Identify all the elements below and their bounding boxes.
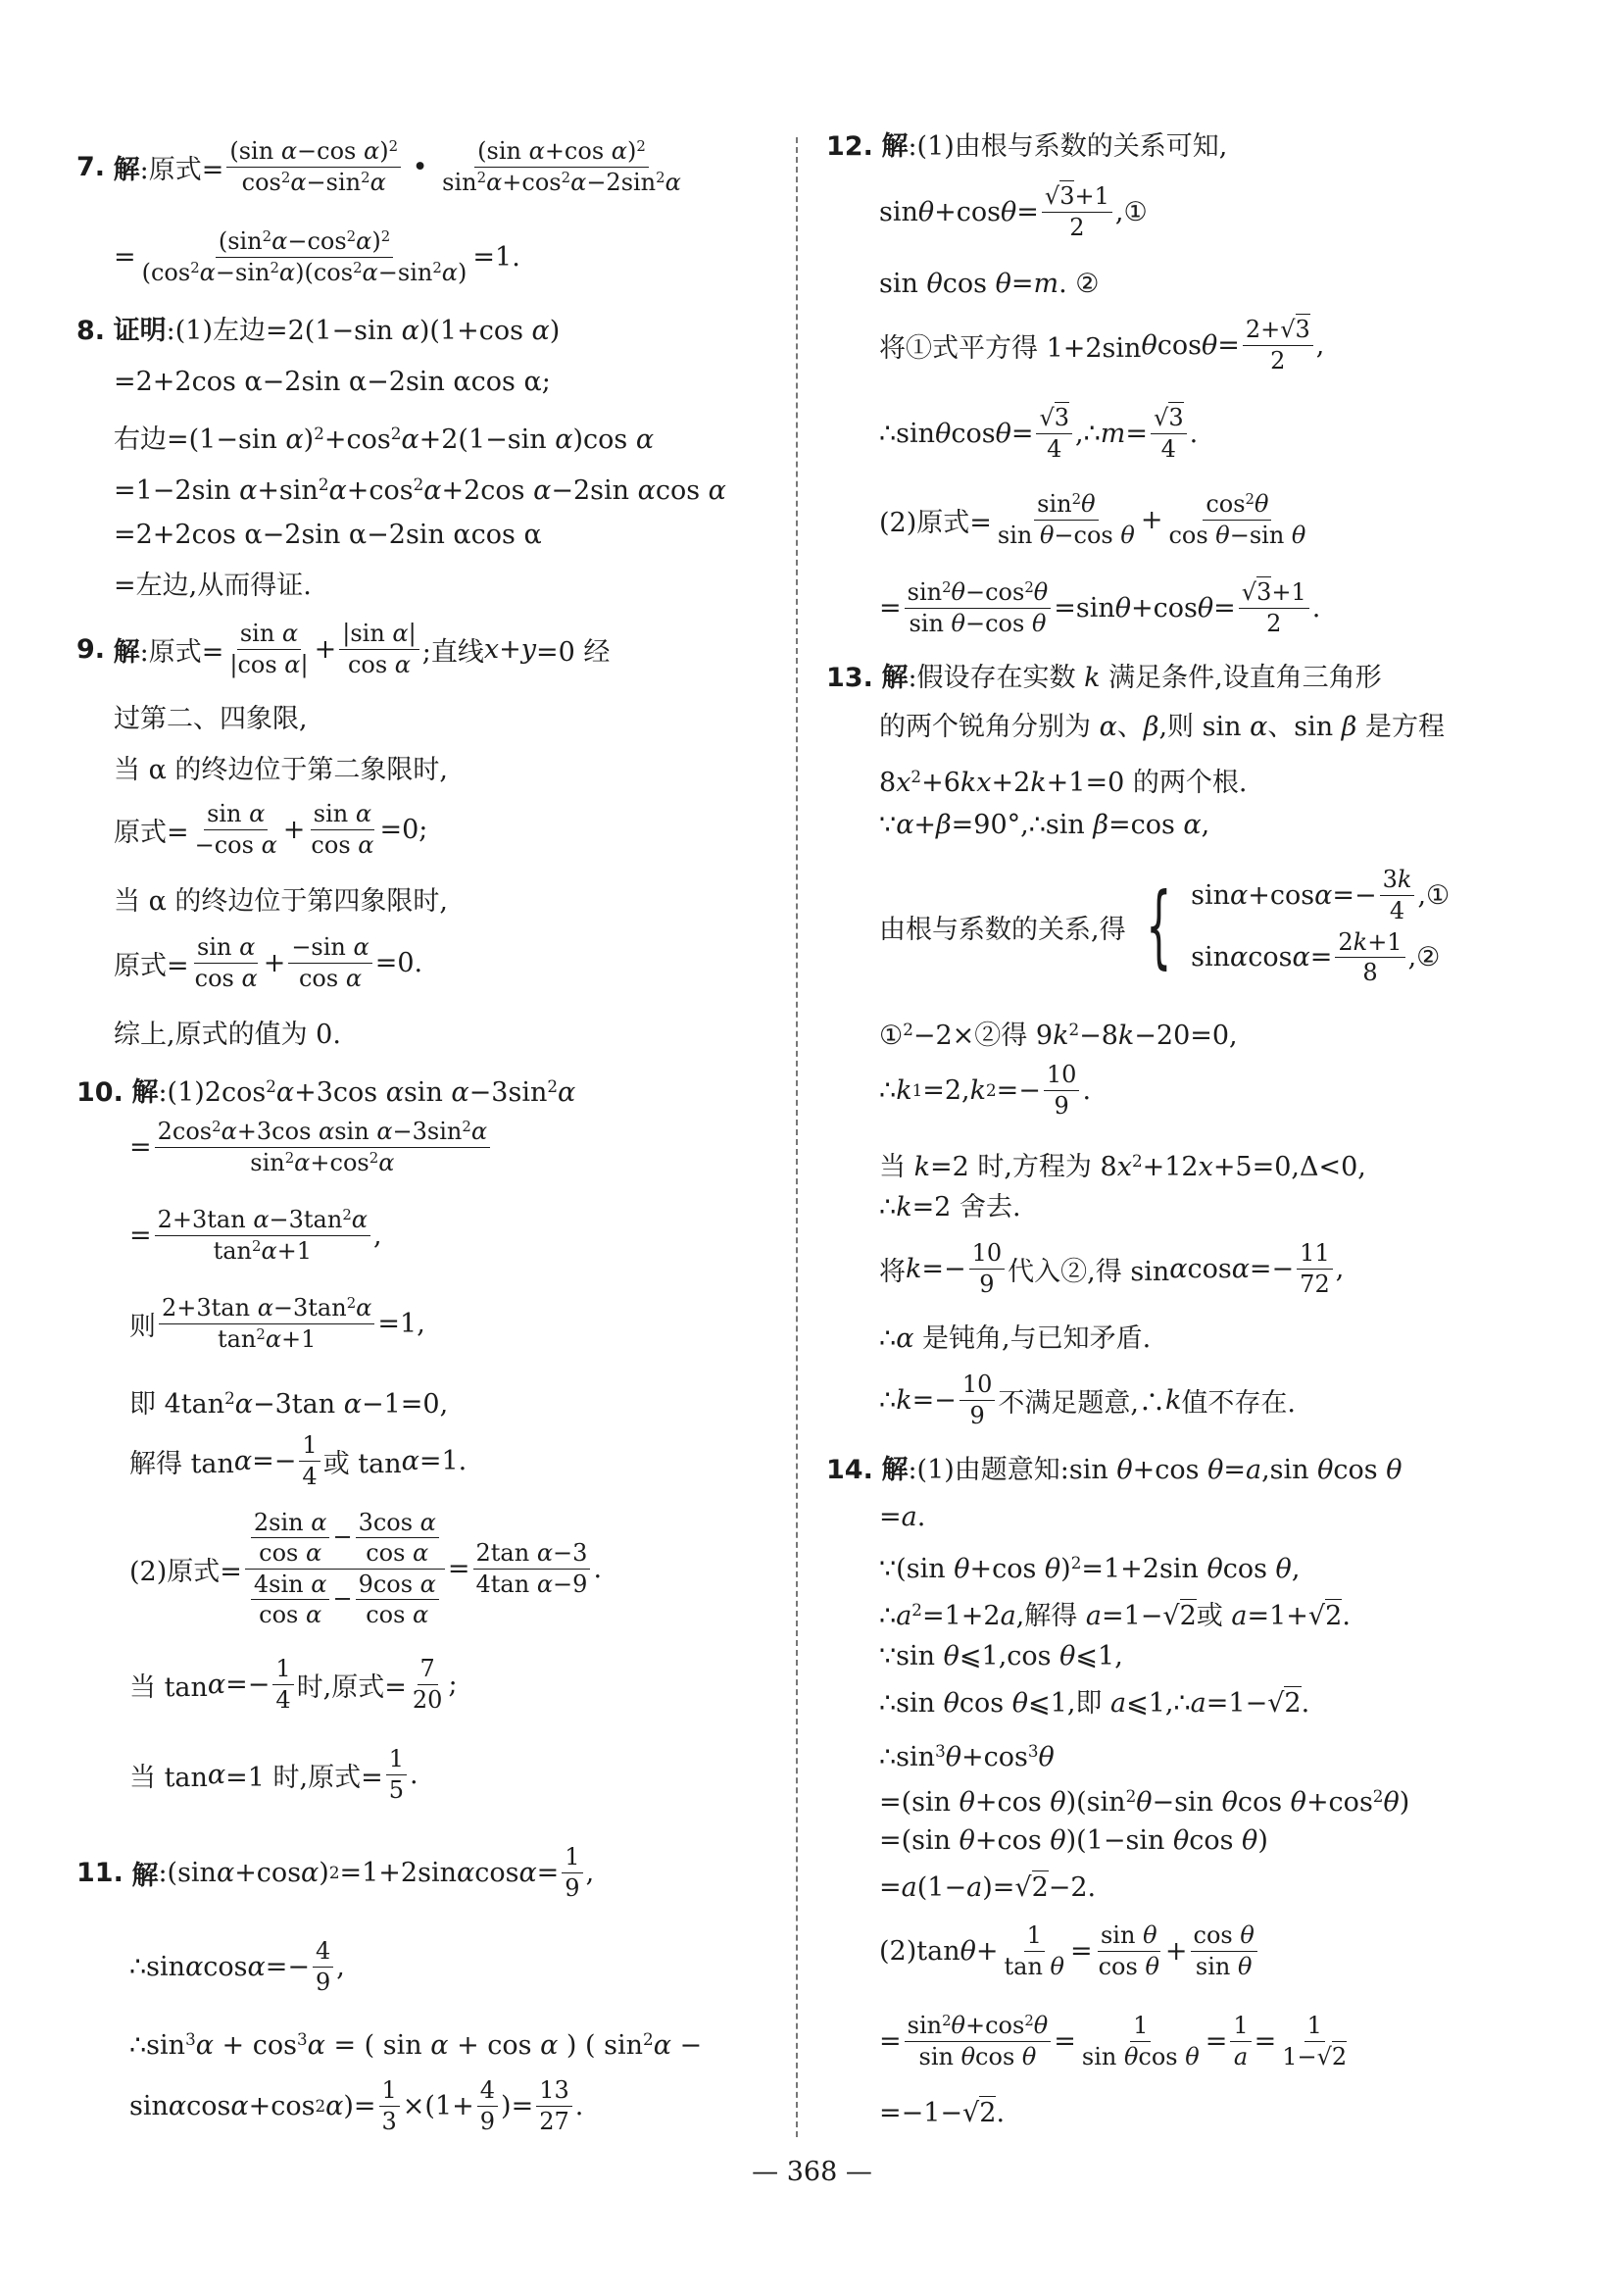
q14-line-1: 14. 解:(1)由题意知:sin θ+cos θ=a,sin θcos θ (826, 1455, 1403, 1485)
q13-line-6: ①$^2$−2×②得 $9k^2-8k-20=0$, (879, 1020, 1238, 1052)
q13-line-1: 13. 解:假设存在实数 k 满足条件,设直角三角形 (826, 663, 1382, 693)
q14-line-2: =a. (879, 1502, 926, 1532)
q10-line-6: 解得 tan α =− $\frac{1}{4}$ 或 tan α =1. (129, 1431, 468, 1490)
q10-line-7: (2)原式= $\frac{\text{2sin α}}{\text{cos α}}$ − $\frac{\text{3cos α}}{\text{cos α}}$ $\frac{\text{4sin α}}{\text{cos α}}$ − $\frac{\text{9cos α}}{\text{cos α}}$ = $\frac{\text{2tan α−3}}{\text{4tan α−9}}$ . (129, 1508, 603, 1628)
q13-line-7: ∴ k 1 =2, k 2 =− $\frac{10}{9}$ . (879, 1061, 1092, 1120)
q10-line-1: 10. 解$:(1)2\cos^2\alpha+3\cos$ αsin $\alpha-3\sin^2\alpha$ (76, 1076, 576, 1109)
q12-line-7: = $\frac{\sin^2\theta-\cos^2\theta}{\text{sin θ−cos θ}}$ =sin θ +cos θ = $\frac{√3+1}{2}$ . (879, 578, 1321, 637)
q10-line-2: = $\frac{2\cos^2\alpha+3\cos \alpha\sin \alpha-3\sin^2\alpha}{\sin^2\alpha+\cos^2\alpha}$ (129, 1106, 493, 1188)
q14-line-12: = $\frac{\sin^2\theta+\cos^2\theta}{\text{sin θcos θ}}$ = $\frac{1}{\text{sin θcos θ}}$ = $\frac{1}{a}$ = $\frac{1}{1-√2}$ (879, 2012, 1348, 2070)
q13-line-10: 将 k =− $\frac{10}{9}$ 代入②,得 sin α cos α =− $\frac{11}{72}$ , (879, 1239, 1345, 1298)
q14-line-11: (2)tan θ + $\frac{1}{\text{tan θ}}$ = $\frac{\text{sin θ}}{\text{cos θ}}$ + $\frac{\text{cos θ}}{\text{sin θ}}$ (879, 1910, 1260, 1992)
q9-line-4: 原式= $\frac{\text{sin α}}{\text{−cos α}}$ + $\frac{\text{sin α}}{\text{cos α}}$ =0; (114, 800, 428, 859)
q13-line-4: ∵α+β=90°,∴sin β=cos α, (879, 810, 1210, 840)
q10-line-4: 则 $\frac{2+3\tan \alpha-3\tan^2\alpha}{\tan^2\alpha+1}$ =1, (129, 1293, 425, 1353)
q12-line-6: (2)原式= $\frac{\sin^2\theta}{\text{sin θ−cos θ}}$ + $\frac{\cos^2\theta}{\text{cos θ−sin θ}}$ (879, 490, 1306, 549)
q9-line-1: 9. 解 :原式= $\frac{\text{sin α}}{\text{|cos α|}}$ + $\frac{\text{|sin α|}}{\text{cos α}}$ ;直线 x + y =0 经 (76, 620, 611, 678)
q11-line-1: 11. 解 :(sin α +cos α ) 2 =1+2sin α cos α = $\frac{1}{9}$ , (76, 1843, 595, 1902)
q13-line-3: $8x^2+6kx+2k+1=0$ 的两个根. (879, 767, 1248, 799)
q8-line-4: =1−2sin $\alpha+\sin^2\alpha+\cos^2\alpha+2\cos$ α−2sin αcos α (114, 474, 726, 507)
q13-line-12: ∴ k =− $\frac{10}{9}$ 不满足题意,∴ k 值不存在. (879, 1371, 1296, 1429)
q12-line-4: 将①式平方得 1+2sin θ cos θ = $\frac{2+√3}{2}$ , (879, 316, 1325, 374)
q9-line-6: 原式= $\frac{\text{sin α}}{\text{cos α}}$ + $\frac{\text{−sin α}}{\text{cos α}}$ =0. (114, 933, 423, 992)
q14-line-7: $\therefore\sin^3\theta+\cos^3\theta$ (879, 1741, 1055, 1773)
q13-line-2: 的两个锐角分别为 α、β,则 sin α、sin β 是方程 (879, 712, 1445, 742)
q14-line-10: =a(1−a)=√2−2. (879, 1872, 1097, 1903)
q13-line-11: ∴α 是钝角,与已知矛盾. (879, 1323, 1152, 1354)
q13-line-8: 当 k=2 时,方程为 $8x^2+12x+5=0,\Delta<0$, (879, 1151, 1366, 1183)
q10-line-8: 当 tan α =− $\frac{1}{4}$ 时,原式= $\frac{7}{20}$ ; (129, 1655, 458, 1714)
q12-line-2: sin θ +cos θ = $\frac{√3+1}{2}$ ,① (879, 182, 1148, 241)
q10-line-5: 即 $4\tan^2\alpha-3\tan$ α−1=0, (129, 1388, 449, 1421)
q8-line-1: 8. 证明:(1)左边=2(1−sin α)(1+cos α) (76, 316, 561, 346)
q7-line-1: 7. 解 :原式= $\frac{(\sin \alpha-\cos \alpha)^2}{\cos^2\alpha-\sin^2\alpha}$ • $\frac{(\sin \alpha+\cos \alpha)^2}{\sin^2\alpha+\cos^2\alpha-2\sin^2\alpha}$ (76, 136, 681, 196)
q8-line-5: =2+2cos α−2sin α−2sin αcos α (114, 520, 542, 550)
q12-line-3: sin θcos θ=m. ② (879, 269, 1100, 299)
q14-line-13: =−1−√2. (879, 2098, 1006, 2128)
q8-line-3: 右边=(1−sin $\alpha)^2+\cos^2\alpha+2(1-\sin$ α)cos α (114, 424, 655, 456)
q14-line-3: ∵(sin θ+cos θ)$^2$=1+2sin θcos θ, (879, 1553, 1301, 1585)
q10-line-3: = $\frac{2+3\tan \alpha-3\tan^2\alpha}{\tan^2\alpha+1}$ , (129, 1205, 382, 1265)
q14-line-9: =(sin θ+cos θ)(1−sin θcos θ) (879, 1825, 1268, 1856)
q9-line-5: 当 α 的终边位于第四象限时, (114, 886, 448, 917)
q8-line-2: =2+2cos α−2sin α−2sin αcos α; (114, 367, 551, 397)
q9-line-7: 综上,原式的值为 0. (114, 1020, 341, 1050)
q12-line-1: 12. 解:(1)由根与系数的关系可知, (826, 131, 1228, 162)
q11-line-4: sin α cos α +cos 2 α )= $\frac{1}{3}$ ×(1+ $\frac{4}{9}$ )= $\frac{13}{27}$ . (129, 2076, 584, 2135)
q11-line-2: ∴sin α cos α =− $\frac{4}{9}$ , (129, 1937, 345, 1996)
q11-line-3: $\therefore\sin^3\alpha + \cos^3\alpha$ = ( sin α + cos α ) ( $\sin^2\alpha$ − (129, 2029, 703, 2062)
q14-line-4: $\therefore a^2=1+2a$,解得 a=1−√2或 a=1+√2. (879, 1600, 1351, 1632)
q14-line-8: =(sin θ+cos $\theta)(\sin^2\theta-\sin$ θcos $\theta+\cos^2\theta$) (879, 1786, 1410, 1819)
page-number: — 368 — (752, 2157, 872, 2187)
q14-line-5: ∵sin θ⩽1,cos θ⩽1, (879, 1641, 1123, 1671)
q8-line-6: =左边,从而得证. (114, 571, 312, 601)
q13-line-9: ∴k=2 舍去. (879, 1192, 1021, 1222)
q13-line-5: 由根与系数的关系,得 { sin α +cos α =− $\frac{3k}{4}$ ,① sin α cos α = $\frac{2k+1}{8}$ ,② (879, 866, 1451, 987)
q7-line-2: = $\frac{(\sin^2\alpha-\cos^2\alpha)^2}{(\cos^2\alpha-\sin^2\alpha)(\cos^2\alpha-\sin^2\alpha)}$ =1. (114, 226, 520, 286)
q14-line-6: ∴sin θcos θ⩽1,即 a⩽1,∴a=1−√2. (879, 1688, 1310, 1719)
q9-line-3: 当 α 的终边位于第二象限时, (114, 755, 448, 785)
q12-line-5: ∴sin θ cos θ = $\frac{√3}{4}$ ,∴ m = $\frac{√3}{4}$ . (879, 404, 1199, 463)
column-divider (796, 137, 798, 2137)
q9-line-2: 过第二、四象限, (114, 704, 308, 734)
q10-line-9: 当 tan α =1 时,原式= $\frac{1}{5}$ . (129, 1745, 418, 1804)
